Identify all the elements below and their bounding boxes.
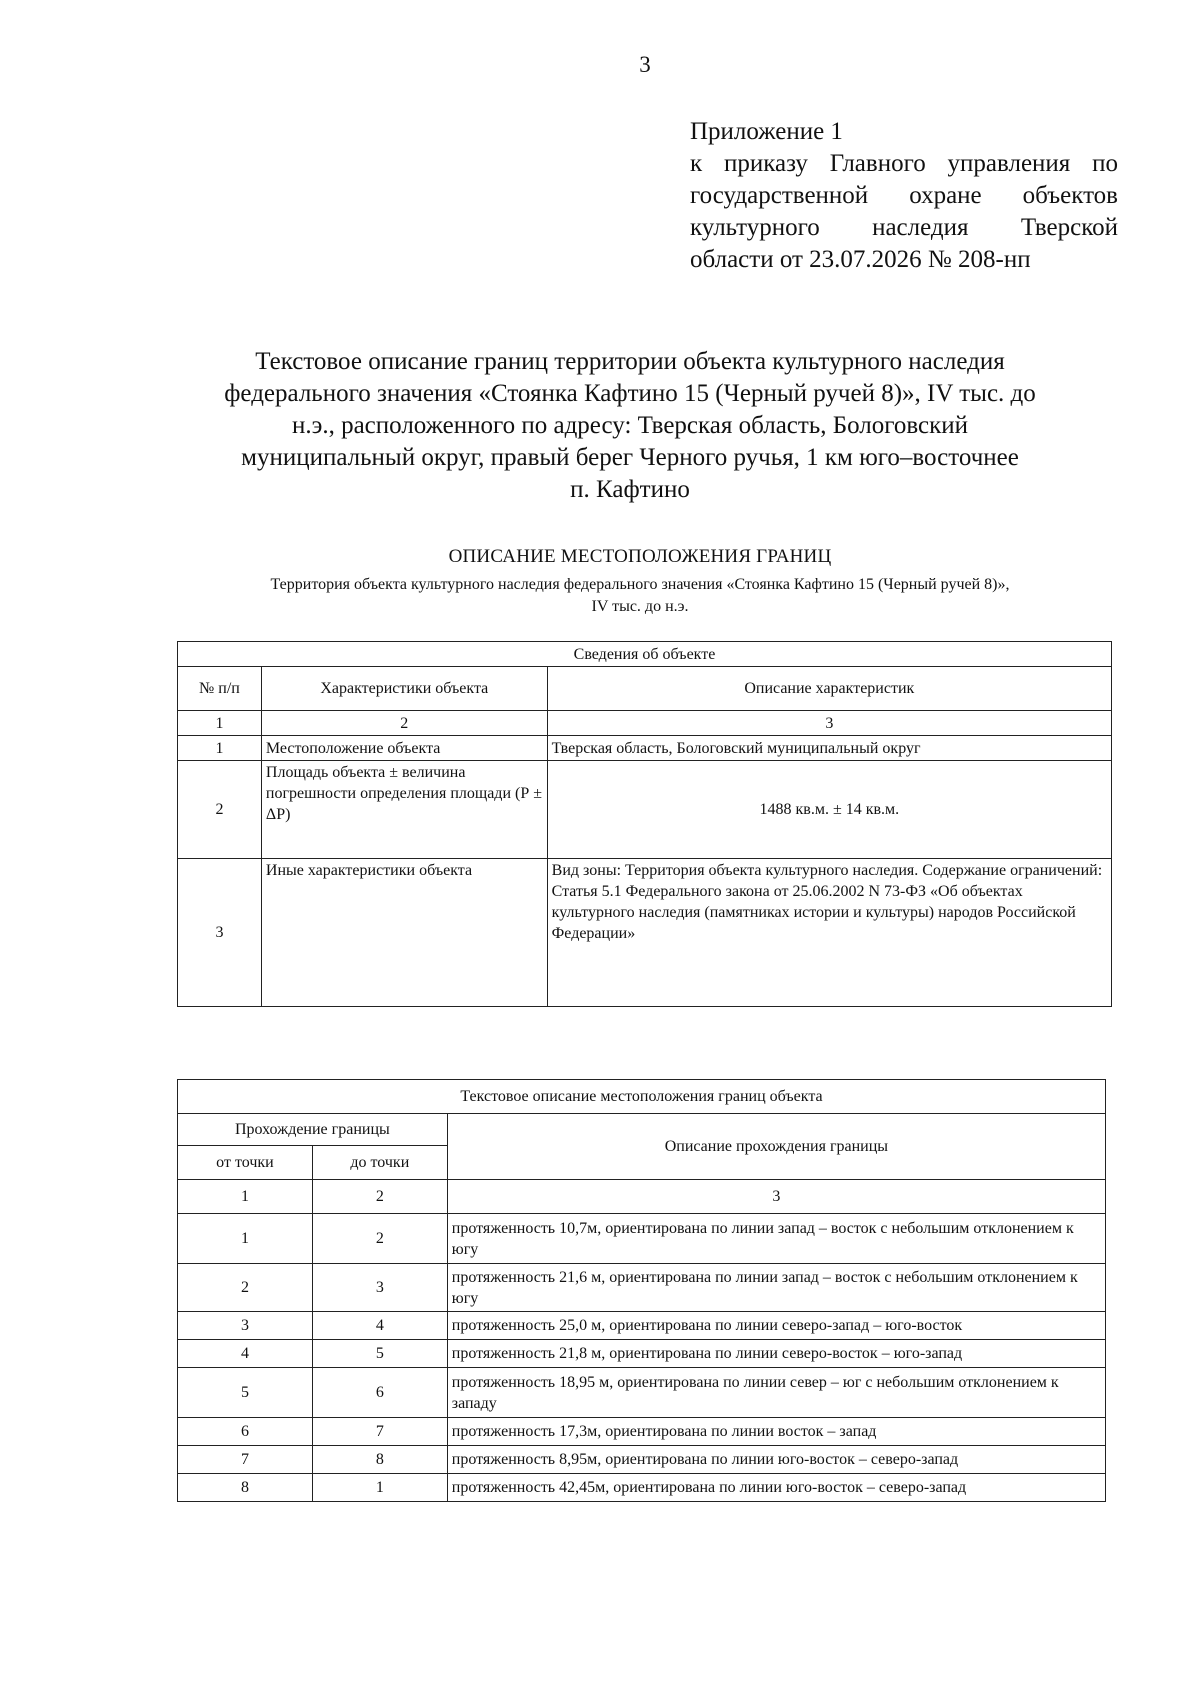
row-num: 2	[178, 761, 262, 859]
row-characteristic: Местоположение объекта	[261, 736, 547, 761]
object-info-table	[177, 641, 1112, 1007]
row-from: 8	[178, 1474, 313, 1502]
row-description: Вид зоны: Территория объекта культурного наследия. Содержание ограничений: Статья 5.1 Федерального закона от 25.06.2002 N 73-ФЗ «Об объектах культурного наследия (памятниках истории и культуры) народов Российской Федерации»	[547, 859, 1111, 1007]
appendix-line: Приложение 1	[690, 118, 843, 145]
section-subtitle-line: Территория объекта культурного наследия федерального значения «Стоянка Кафтино 15 (Черный ручей 8)»,	[270, 576, 1010, 593]
table-row	[178, 1446, 1106, 1474]
title-line: федерального значения «Стоянка Кафтино 15 (Черный ручей 8)», IV тыс. до	[224, 380, 1036, 407]
section-subtitle-line: IV тыс. до н.э.	[591, 598, 689, 615]
row-description: 1488 кв.м. ± 14 кв.м.	[547, 761, 1111, 859]
document-title	[150, 346, 1110, 506]
column-header-num: № п/п	[178, 667, 262, 711]
column-header-description: Описание прохождения границы	[447, 1114, 1105, 1180]
row-to: 5	[312, 1340, 447, 1368]
row-description: протяженность 17,3м, ориентирована по линии восток – запад	[447, 1418, 1105, 1446]
row-characteristic: Иные характеристики объекта	[261, 859, 547, 1007]
table-row	[178, 1312, 1106, 1340]
index-cell: 1	[178, 1180, 313, 1214]
row-to: 7	[312, 1418, 447, 1446]
appendix-line: области от 23.07.2026 № 208-нп	[690, 246, 1031, 273]
table-row	[178, 761, 1112, 859]
row-characteristic: Площадь объекта ± величина погрешности определения площади (Р ± ΔР)	[261, 761, 547, 859]
index-row	[178, 711, 1112, 736]
column-header-characteristic: Характеристики объекта	[261, 667, 547, 711]
row-from: 4	[178, 1340, 313, 1368]
row-to: 4	[312, 1312, 447, 1340]
index-cell: 2	[312, 1180, 447, 1214]
appendix-line: государственной охране объектов	[690, 182, 1118, 209]
table-row	[178, 1264, 1106, 1312]
row-from: 1	[178, 1214, 313, 1264]
table-row	[178, 736, 1112, 761]
row-to: 1	[312, 1474, 447, 1502]
table-row	[178, 1474, 1106, 1502]
row-description: протяженность 21,6 м, ориентирована по линии запад – восток с небольшим отклонением к югу	[447, 1264, 1105, 1312]
row-num: 3	[178, 859, 262, 1007]
table-row	[178, 1340, 1106, 1368]
index-cell: 2	[261, 711, 547, 736]
appendix-line: культурного наследия Тверской	[690, 214, 1118, 241]
section-subtitle	[150, 574, 1130, 618]
table-row	[178, 1368, 1106, 1418]
title-line: Текстовое описание границ территории объекта культурного наследия	[255, 348, 1005, 375]
title-line: н.э., расположенного по адресу: Тверская область, Бологовский	[291, 412, 969, 439]
row-description: протяженность 10,7м, ориентирована по линии запад – восток с небольшим отклонением к югу	[447, 1214, 1105, 1264]
row-description: протяженность 42,45м, ориентирована по линии юго-восток – северо-запад	[447, 1474, 1105, 1502]
row-from: 3	[178, 1312, 313, 1340]
appendix-block	[690, 116, 1118, 276]
table-row	[178, 859, 1112, 1007]
title-line: п. Кафтино	[570, 476, 690, 503]
row-to: 3	[312, 1264, 447, 1312]
table-row	[178, 1418, 1106, 1446]
row-description: протяженность 18,95 м, ориентирована по линии север – юг с небольшим отклонением к западу	[447, 1368, 1105, 1418]
boundary-table	[177, 1079, 1106, 1502]
table-row	[178, 1214, 1106, 1264]
row-description: протяженность 21,8 м, ориентирована по линии северо-восток – юго-запад	[447, 1340, 1105, 1368]
column-header-passage: Прохождение границы	[178, 1114, 448, 1146]
row-to: 6	[312, 1368, 447, 1418]
index-cell: 1	[178, 711, 262, 736]
table-caption: Сведения об объекте	[178, 642, 1112, 667]
index-row	[178, 1180, 1106, 1214]
row-to: 8	[312, 1446, 447, 1474]
row-num: 1	[178, 736, 262, 761]
appendix-line: к приказу Главного управления по	[690, 150, 1118, 177]
row-description: протяженность 8,95м, ориентирована по линии юго-восток – северо-запад	[447, 1446, 1105, 1474]
row-from: 5	[178, 1368, 313, 1418]
title-line: муниципальный округ, правый берег Черного ручья, 1 км юго–восточнее	[241, 444, 1019, 471]
table-caption: Текстовое описание местоположения границ объекта	[178, 1080, 1106, 1114]
page-number: 3	[639, 52, 651, 77]
row-to: 2	[312, 1214, 447, 1264]
column-header-description: Описание характеристик	[547, 667, 1111, 711]
column-header-from: от точки	[178, 1146, 313, 1180]
column-header-to: до точки	[312, 1146, 447, 1180]
row-from: 6	[178, 1418, 313, 1446]
row-from: 7	[178, 1446, 313, 1474]
row-description: протяженность 25,0 м, ориентирована по линии северо-запад – юго-восток	[447, 1312, 1105, 1340]
row-from: 2	[178, 1264, 313, 1312]
section-heading: ОПИСАНИЕ МЕСТОПОЛОЖЕНИЯ ГРАНИЦ	[448, 546, 832, 567]
row-description: Тверская область, Бологовский муниципальный округ	[547, 736, 1111, 761]
index-cell: 3	[547, 711, 1111, 736]
index-cell: 3	[447, 1180, 1105, 1214]
